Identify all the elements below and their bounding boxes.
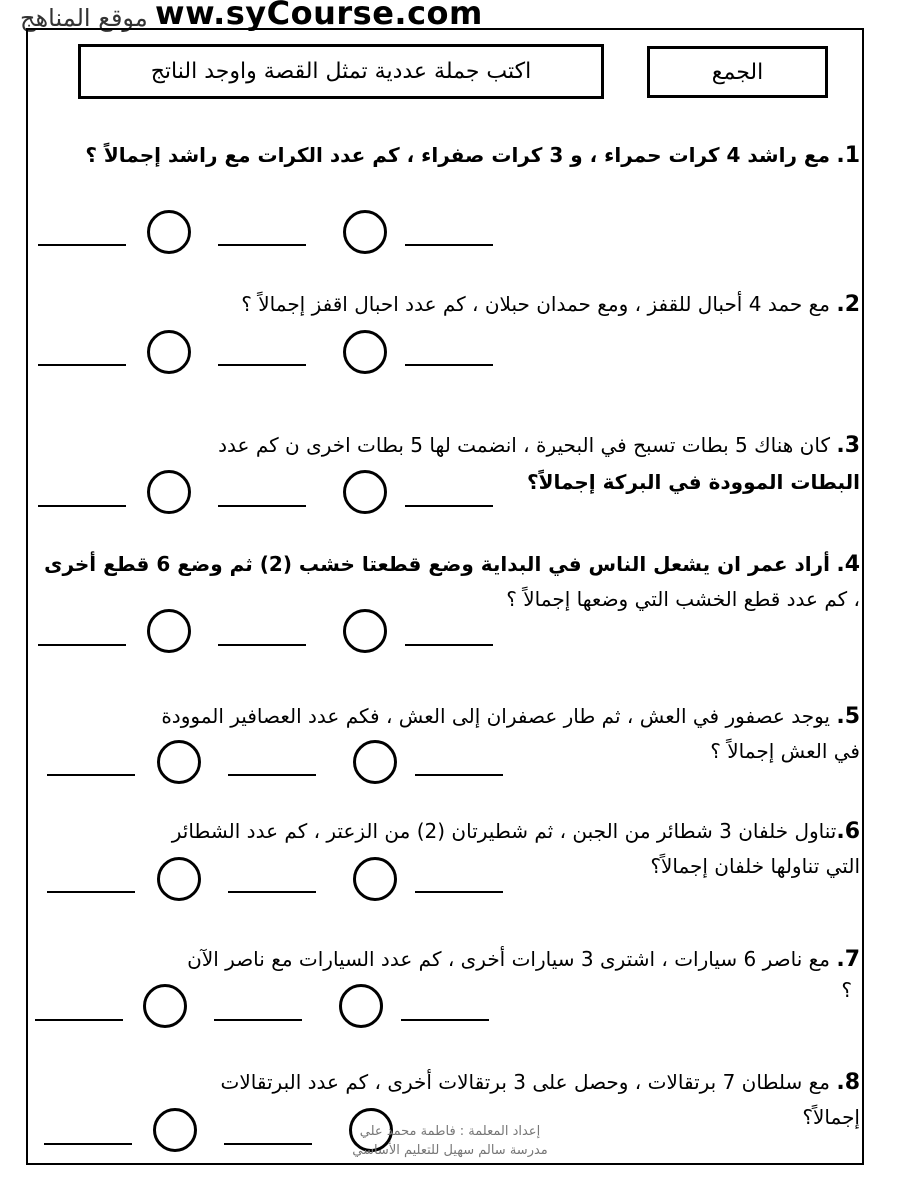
question-text: يوجد عصفور في العش ، ثم طار عصفران إلى العش ، فكم عدد العصافير الموودة — [161, 704, 830, 728]
operator-circle[interactable] — [339, 984, 383, 1028]
answer-blank[interactable] — [405, 505, 493, 507]
answer-blank[interactable] — [218, 644, 306, 646]
question-text: كان هناك 5 بطات تسبح في البحيرة ، انضمت لها 5 بطات اخرى ن كم عدد — [218, 433, 830, 457]
question-text-continued: إجمالاً؟ — [802, 1105, 860, 1129]
question-text: مع سلطان 7 برتقالات ، وحصل على 3 برتقالات أخرى ، كم عدد البرتقالات — [220, 1070, 830, 1094]
question-text: أراد عمر ان يشعل الناس في البداية وضع قطعتا خشب (2) ثم وضع 6 قطع أخرى — [44, 552, 830, 576]
question-number: 2. — [836, 292, 860, 317]
question-text-continued: ؟ — [841, 978, 852, 1002]
question-text: مع حمد 4 أحبال للقفز ، ومع حمدان حبلان ، كم عدد احبال اقفز إجمالاً ؟ — [241, 292, 830, 316]
answer-blank[interactable] — [218, 244, 306, 246]
site-name: موقع المناهج — [20, 4, 148, 32]
site-url: ww.syCourse.com — [155, 0, 483, 32]
question-number: 4. — [836, 552, 860, 577]
operator-circle[interactable] — [157, 857, 201, 901]
footer-teacher: إعداد المعلمة : فاطمة محمد علي — [359, 1124, 541, 1139]
question-number: 8. — [836, 1070, 860, 1095]
answer-blank[interactable] — [214, 1019, 302, 1021]
operator-circle[interactable] — [343, 210, 387, 254]
question-number: 6. — [836, 819, 860, 844]
answer-blank[interactable] — [44, 1143, 132, 1145]
question-text-continued: ، كم عدد قطع الخشب التي وضعها إجمالاً ؟ — [506, 587, 860, 611]
answer-blank[interactable] — [224, 1143, 312, 1145]
answer-blank[interactable] — [405, 244, 493, 246]
question-1 — [30, 136, 860, 175]
question-text-continued: التي تناولها خلفان إجمالاً؟ — [650, 854, 860, 878]
answer-blank[interactable] — [38, 364, 126, 366]
answer-blank[interactable] — [47, 774, 135, 776]
operator-circle[interactable] — [153, 1108, 197, 1152]
operator-circle[interactable] — [343, 470, 387, 514]
question-text-continued: البطات الموودة في البركة إجمالاً؟ — [526, 470, 860, 494]
operator-circle[interactable] — [147, 210, 191, 254]
question-5 — [30, 697, 860, 770]
operator-circle[interactable] — [147, 609, 191, 653]
answer-blank[interactable] — [35, 1019, 123, 1021]
question-number: 1. — [836, 143, 860, 168]
question-text-continued: في العش إجمالاً ؟ — [710, 739, 860, 763]
answer-blank[interactable] — [38, 644, 126, 646]
question-text: مع راشد 4 كرات حمراء ، و 3 كرات صفراء ، كم عدد الكرات مع راشد إجمالاً ؟ — [85, 143, 830, 167]
operator-circle[interactable] — [143, 984, 187, 1028]
footer-credit — [330, 1122, 570, 1160]
operator-circle[interactable] — [353, 857, 397, 901]
answer-blank[interactable] — [405, 364, 493, 366]
operator-circle[interactable] — [343, 609, 387, 653]
operator-circle[interactable] — [157, 740, 201, 784]
instruction-text: اكتب جملة عددية تمثل القصة واوجد الناتج — [150, 59, 532, 84]
topic-box — [647, 46, 828, 98]
operator-circle[interactable] — [147, 330, 191, 374]
question-6 — [30, 812, 860, 885]
answer-blank[interactable] — [38, 505, 126, 507]
answer-blank[interactable] — [228, 774, 316, 776]
question-number: 3. — [836, 433, 860, 458]
instruction-box — [78, 44, 604, 99]
answer-blank[interactable] — [38, 244, 126, 246]
question-number: 5. — [836, 704, 860, 729]
question-text: مع ناصر 6 سيارات ، اشترى 3 سيارات أخرى ، كم عدد السيارات مع ناصر الآن — [187, 947, 830, 971]
operator-circle[interactable] — [353, 740, 397, 784]
operator-circle[interactable] — [343, 330, 387, 374]
answer-blank[interactable] — [405, 644, 493, 646]
footer-school: مدرسة سالم سهيل للتعليم الأساسي — [352, 1143, 548, 1158]
answer-blank[interactable] — [415, 891, 503, 893]
question-text: تناول خلفان 3 شطائر من الجبن ، ثم شطيرتان (2) من الزعتر ، كم عدد الشطائر — [171, 819, 837, 843]
answer-blank[interactable] — [228, 891, 316, 893]
operator-circle[interactable] — [147, 470, 191, 514]
answer-blank[interactable] — [218, 505, 306, 507]
question-4 — [30, 545, 860, 618]
topic-title: الجمع — [711, 59, 764, 85]
answer-blank[interactable] — [218, 364, 306, 366]
answer-blank[interactable] — [401, 1019, 489, 1021]
answer-blank[interactable] — [415, 774, 503, 776]
question-number: 7. — [836, 947, 860, 972]
question-2 — [30, 285, 860, 324]
answer-blank[interactable] — [47, 891, 135, 893]
